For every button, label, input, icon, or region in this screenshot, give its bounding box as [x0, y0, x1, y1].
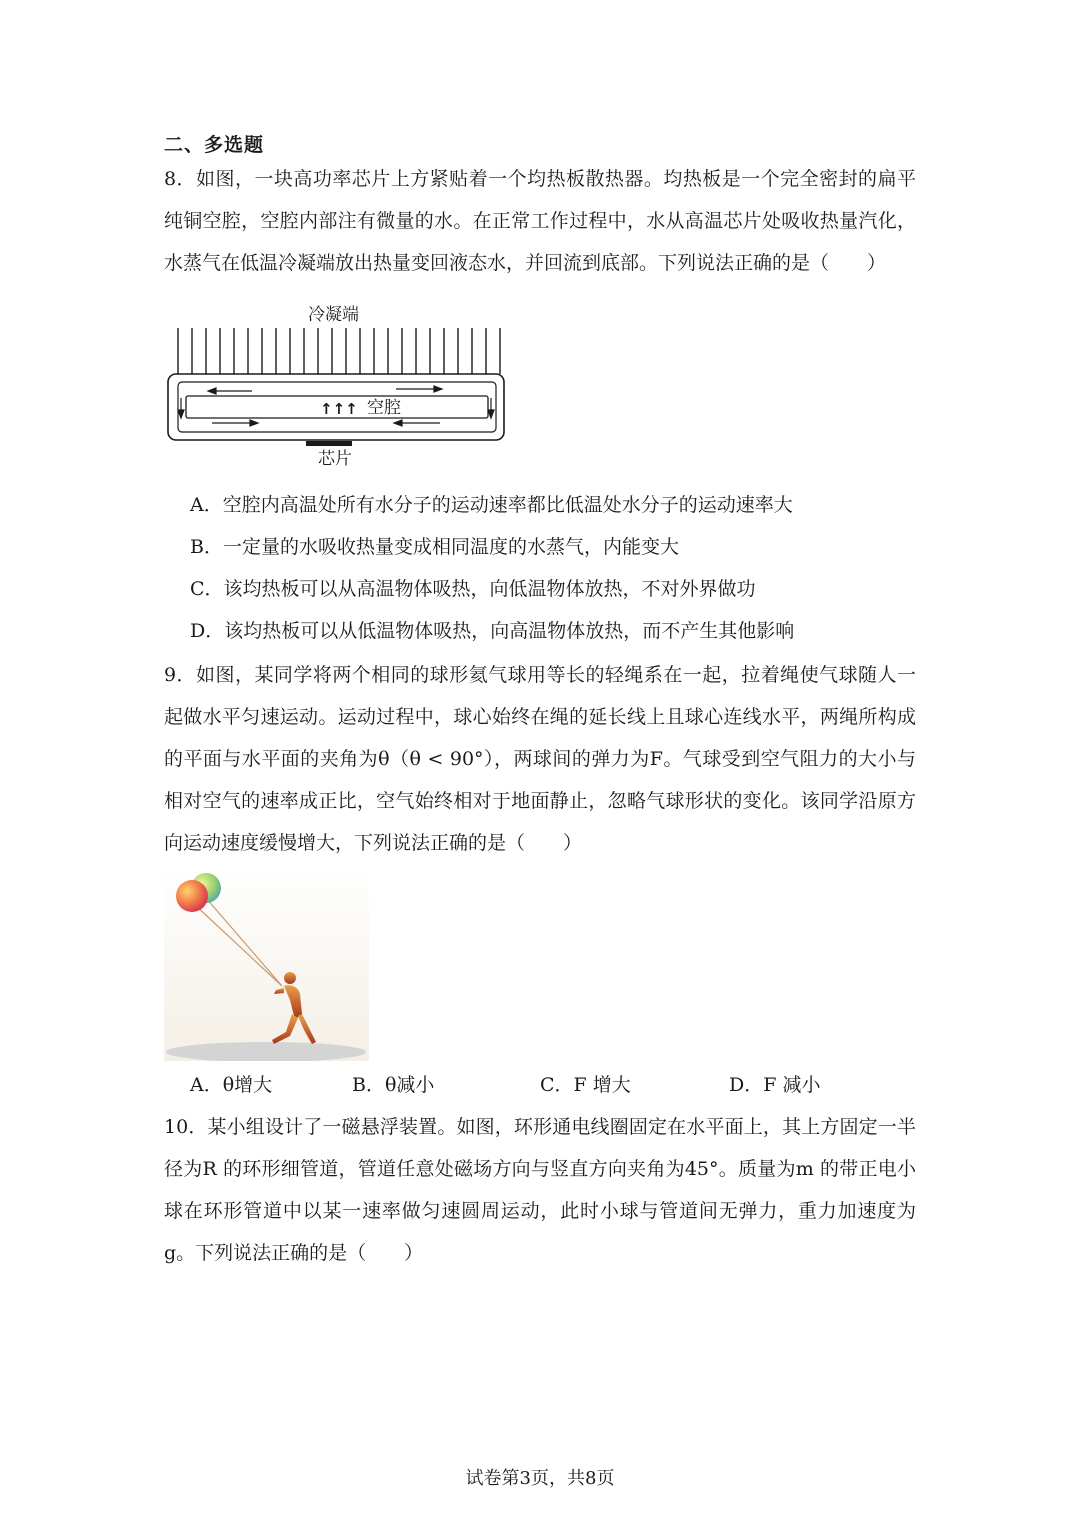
- q8-option-b: B．一定量的水吸收热量变成相同温度的水蒸气，内能变大: [190, 536, 679, 558]
- q9-option-b: B．θ减小: [352, 1074, 435, 1096]
- q9-option-d: D．F 减小: [729, 1074, 821, 1096]
- q9-option-c: C．F 增大: [540, 1074, 631, 1096]
- question-10-stem: 10．某小组设计了一磁悬浮装置。如图，环形通电线圈固定在水平面上，其上方固定一半径为R 的环形细管道，管道任意处磁场方向与竖直方向夹角为45°。质量为m 的带正电小球在环形管道中以某一速率做匀速圆周运动，此时小球与管道间无弹力，重力加速度为g。下列说法正确的是（ ）: [164, 1116, 916, 1264]
- q8-option-c: C．该均热板可以从高温物体吸热，向低温物体放热，不对外界做功: [190, 578, 756, 600]
- question-8-stem: 8．如图，一块高功率芯片上方紧贴着一个均热板散热器。均热板是一个完全密封的扁平纯铜空腔，空腔内部注有微量的水。在正常工作过程中，水从高温芯片处吸收热量汽化，水蒸气在低温冷凝端放出热量变回液态水，并回流到底部。下列说法正确的是（ ）: [164, 168, 916, 274]
- q8-option-d: D．该均热板可以从低温物体吸热，向高温物体放热，而不产生其他影响: [190, 620, 795, 642]
- q8-option-a: A．空腔内高温处所有水分子的运动速率都比低温处水分子的运动速率大: [190, 494, 793, 516]
- chip-label: 芯片: [318, 449, 352, 469]
- page-footer: 试卷第3页，共8页: [465, 1468, 615, 1489]
- question-9-stem: 9．如图，某同学将两个相同的球形氦气球用等长的轻绳系在一起，拉着绳使气球随人一起做水平匀速运动。运动过程中，球心始终在绳的延长线上且球心连线水平，两绳所构成的平面与水平面的夹角为θ（θ < 90°），两球间的弹力为F。气球受到空气阻力的大小与相对空气的速率成正比，空气始终相对于地面静止，忽略气球形状的变化。该同学沿原方向运动速度缓慢增大，下列说法正确的是（ ）: [164, 664, 916, 854]
- vapor-chamber-figure: [160, 296, 520, 472]
- q9-option-a: A．θ增大: [190, 1074, 273, 1096]
- cavity-label: 空腔: [367, 398, 401, 418]
- balloon-runner-figure: [164, 866, 369, 1061]
- balloon-red: [176, 880, 208, 912]
- condenser-label: 冷凝端: [308, 305, 359, 325]
- chip-block: [306, 441, 352, 446]
- heat-sink-fins: [178, 328, 500, 374]
- vapor-up-arrows: ↑↑↑: [320, 400, 358, 418]
- section-title: 二、多选题: [164, 134, 265, 156]
